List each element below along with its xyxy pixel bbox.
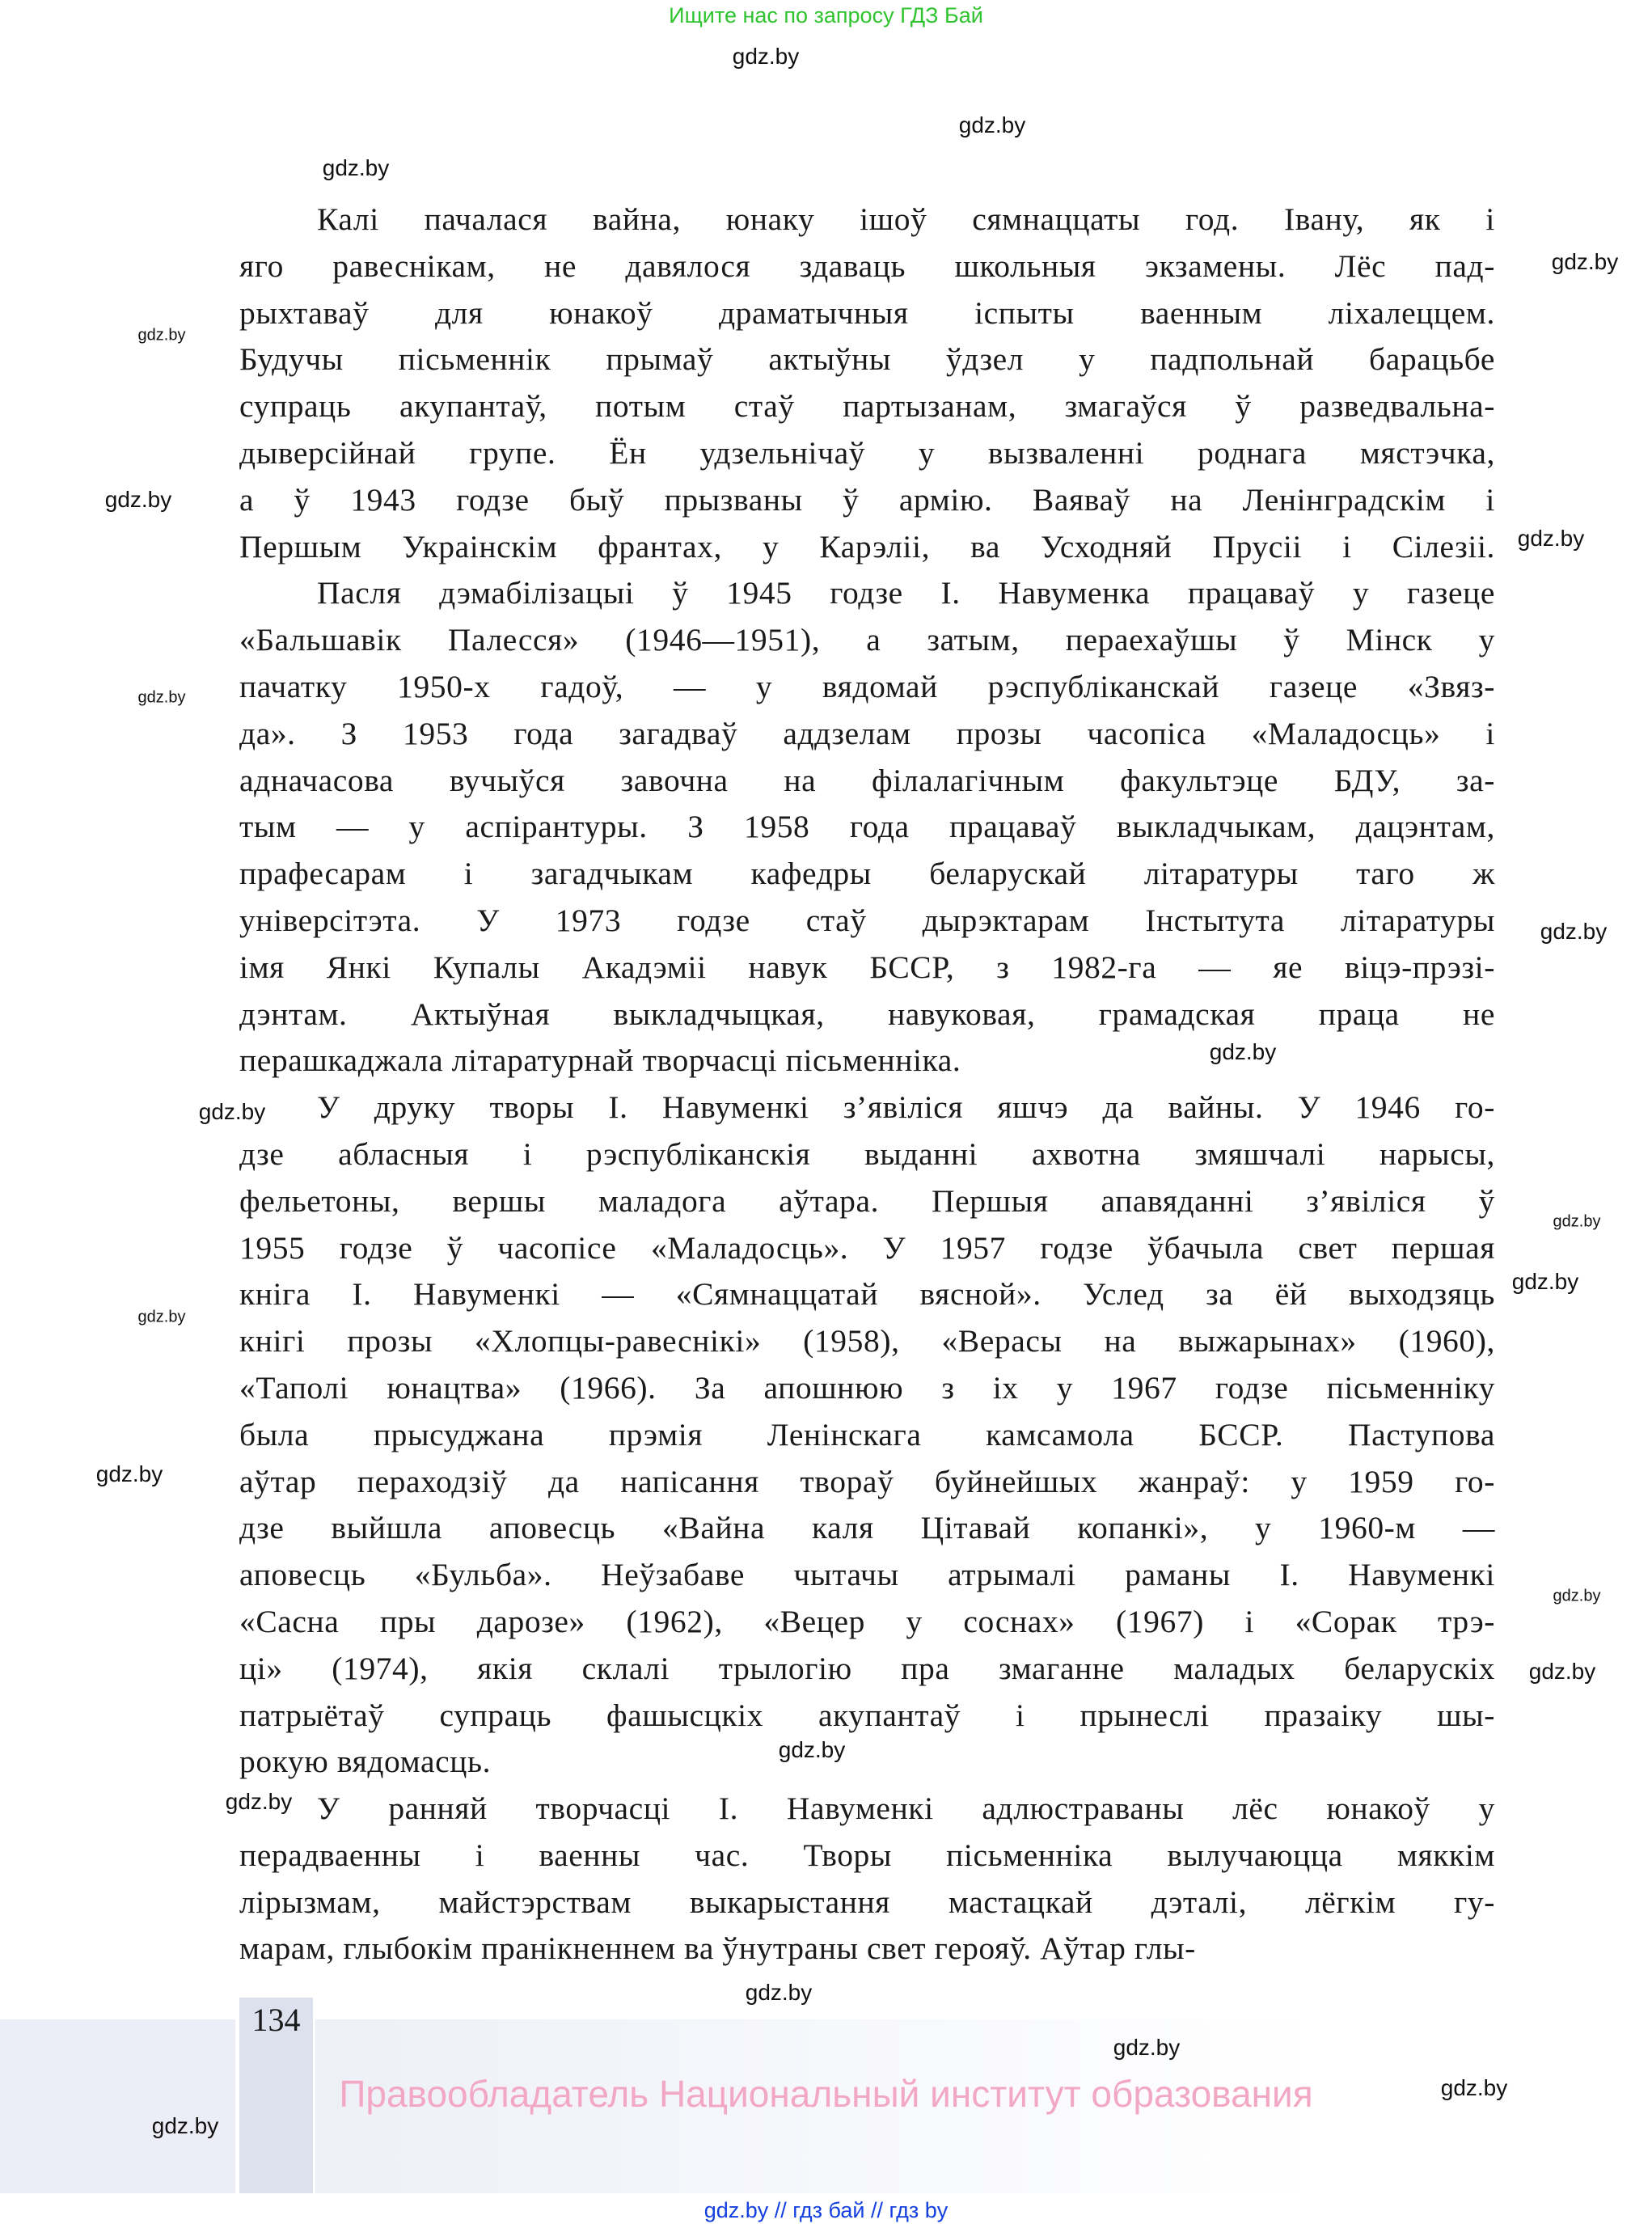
page-number: 134 (251, 2002, 301, 2038)
text-line: кнігі прозы «Хлопцы-равеснікі» (1958), «Верасы на выжарынах» (1960), (239, 1323, 1495, 1359)
watermark: gdz.by (322, 155, 390, 180)
watermark: gdz.by (198, 1099, 266, 1124)
text-line: ці» (1974), якія склалі трылогію пра змаганне маладых беларускіх (239, 1650, 1495, 1686)
paragraph (239, 197, 1495, 570)
text-line: фельетоны, вершы маладога аўтара. Першыя апавяданні з’явіліся ў (239, 1182, 1495, 1219)
text-line: дыверсійнай групе. Ён удзельнічаў у вызваленні роднага мястэчка, (239, 434, 1495, 471)
text-line: аўтар пераходзіў да напісання твораў буйнейшых жанраў: у 1959 го- (239, 1463, 1495, 1499)
watermark: gdz.by (151, 2113, 219, 2138)
watermark: gdz.by (745, 1980, 813, 2005)
text-line: «Бальшавік Палесся» (1946—1951), а затым, пераехаўшы ў Мінск у (239, 622, 1495, 658)
text-line: перашкаджала літаратурнай творчасці пісьменніка. (239, 1042, 961, 1079)
text-line: дзе абласныя і рэспубліканскія выданні ахвотна змяшчалі нарысы, (239, 1135, 1495, 1172)
search-hint-banner: Ищите нас по запросу ГДЗ Бай (669, 3, 983, 27)
watermark: gdz.by (1528, 1659, 1596, 1684)
watermark: gdz.by (137, 688, 186, 707)
watermark: gdz.by (1511, 1269, 1579, 1294)
watermark: gdz.by (137, 326, 186, 345)
text-line: пачатку 1950-х гадоў, — у вядомай рэспубліканскай газеце «Звяз- (239, 668, 1495, 704)
text-line: тым — у аспірантуры. З 1958 года працаваў выкладчыкам, дацэнтам, (239, 809, 1495, 845)
text-line: кніга І. Навуменкі — «Сямнаццатай вясной». Услед за ёй выходзяць (239, 1276, 1495, 1313)
text-line: марам, глыбокім пранікненнем ва ўнутраны свет герояў. Аўтар глы- (239, 1930, 1196, 1967)
watermark: gdz.by (1113, 2035, 1181, 2060)
watermark: gdz.by (104, 487, 172, 512)
article-body (239, 197, 1495, 1972)
paragraph (239, 1786, 1495, 1972)
text-line: а ў 1943 годзе быў прызваны ў армію. Ваяваў на Ленінградскім і (239, 481, 1495, 518)
watermark: gdz.by (1440, 2075, 1508, 2100)
watermark: gdz.by (1553, 1587, 1601, 1605)
text-line: супраць акупантаў, потым стаў партызанам, змагаўся ў разведвальна- (239, 388, 1495, 425)
text-line: яго равеснікам, не давялося здаваць школьныя экзамены. Лёс пад- (239, 247, 1495, 284)
paragraph (239, 1085, 1495, 1786)
text-line: імя Янкі Купалы Акадэміі навук БССР, з 1982-га — яе віцэ-прэзі- (239, 949, 1495, 985)
text-line: да». З 1953 года загадваў аддзелам прозы часопіса «Маладосць» і (239, 715, 1495, 751)
watermark: gdz.by (95, 1461, 163, 1486)
paragraph (239, 570, 1495, 1085)
text-line: была прысуджана прэмія Ленінскага камсамола БССР. Паступова (239, 1416, 1495, 1452)
watermark: gdz.by (732, 44, 800, 69)
text-line: У друку творы І. Навуменкі з’явіліся яшчэ да вайны. У 1946 го- (317, 1089, 1495, 1126)
watermark: gdz.by (778, 1737, 846, 1762)
text-line: дэнтам. Актыўная выкладчыцкая, навуковая, грамадская праца не (239, 996, 1495, 1032)
watermark: gdz.by (958, 112, 1026, 137)
text-line: прафесарам і загадчыкам кафедры беларускай літаратуры таго ж (239, 856, 1495, 892)
text-line: «Сасна пры дарозе» (1962), «Вецер у соснах» (1967) і «Сорак трэ- (239, 1603, 1495, 1639)
watermark: gdz.by (1551, 249, 1619, 274)
text-line: лірызмам, майстэрствам выкарыстання мастацкай дэталі, лёгкім гу- (239, 1884, 1495, 1920)
watermark: gdz.by (1553, 1212, 1601, 1231)
text-line: адначасова вучыўся завочна на філалагічным факультэце БДУ, за- (239, 762, 1495, 798)
text-line: перадваенны і ваенны час. Творы пісьменніка вылучаюцца мяккім (239, 1837, 1495, 1873)
text-line: аповесць «Бульба». Неўзабаве чытачы атрымалі раманы І. Навуменкі (239, 1557, 1495, 1593)
text-line: патрыётаў супраць фашысцкіх акупантаў і прынеслі празаіку шы- (239, 1697, 1495, 1733)
footer-links[interactable]: gdz.by // гдз бай // гдз by (703, 2198, 949, 2222)
text-line: У ранняй творчасці І. Навуменкі адлюстраваны лёс юнакоў у (317, 1791, 1495, 1827)
text-line: Будучы пісьменнік прымаў актыўны ўдзел у падпольнай барацьбе (239, 341, 1495, 378)
watermark: gdz.by (225, 1789, 293, 1814)
watermark: gdz.by (1517, 526, 1585, 551)
text-line: рокую вядомасць. (239, 1744, 492, 1780)
text-line: Першым Украінскім франтах, у Карэліі, ва Усходняй Прусіі і Сілезіі. (239, 528, 1495, 564)
text-line: 1955 годзе ў часопісе «Маладосць». У 1957 годзе ўбачыла свет першая (239, 1229, 1495, 1266)
watermark: gdz.by (1540, 919, 1608, 944)
text-line: універсітэта. У 1973 годзе стаў дырэктарам Інстытута літаратуры (239, 902, 1495, 938)
text-line: Калі пачалася вайна, юнаку ішоў сямнаццаты год. Івану, як і (317, 201, 1495, 237)
watermark: gdz.by (137, 1308, 186, 1326)
text-line: «Таполі юнацтва» (1966). За апошнюю з іх у 1967 годзе пісьменніку (239, 1369, 1495, 1406)
rights-holder-notice: Правообладатель Национальный институт образования (339, 2073, 1313, 2115)
watermark: gdz.by (1209, 1039, 1277, 1064)
text-line: рыхтаваў для юнакоў драматычныя іспыты ваенным ліхалеццем. (239, 294, 1495, 331)
text-line: дзе выйшла аповесць «Вайна каля Цітавай копанкі», у 1960-м — (239, 1510, 1495, 1546)
text-line: Пасля дэмабілізацыі ў 1945 годзе І. Навуменка працаваў у газеце (317, 575, 1495, 611)
